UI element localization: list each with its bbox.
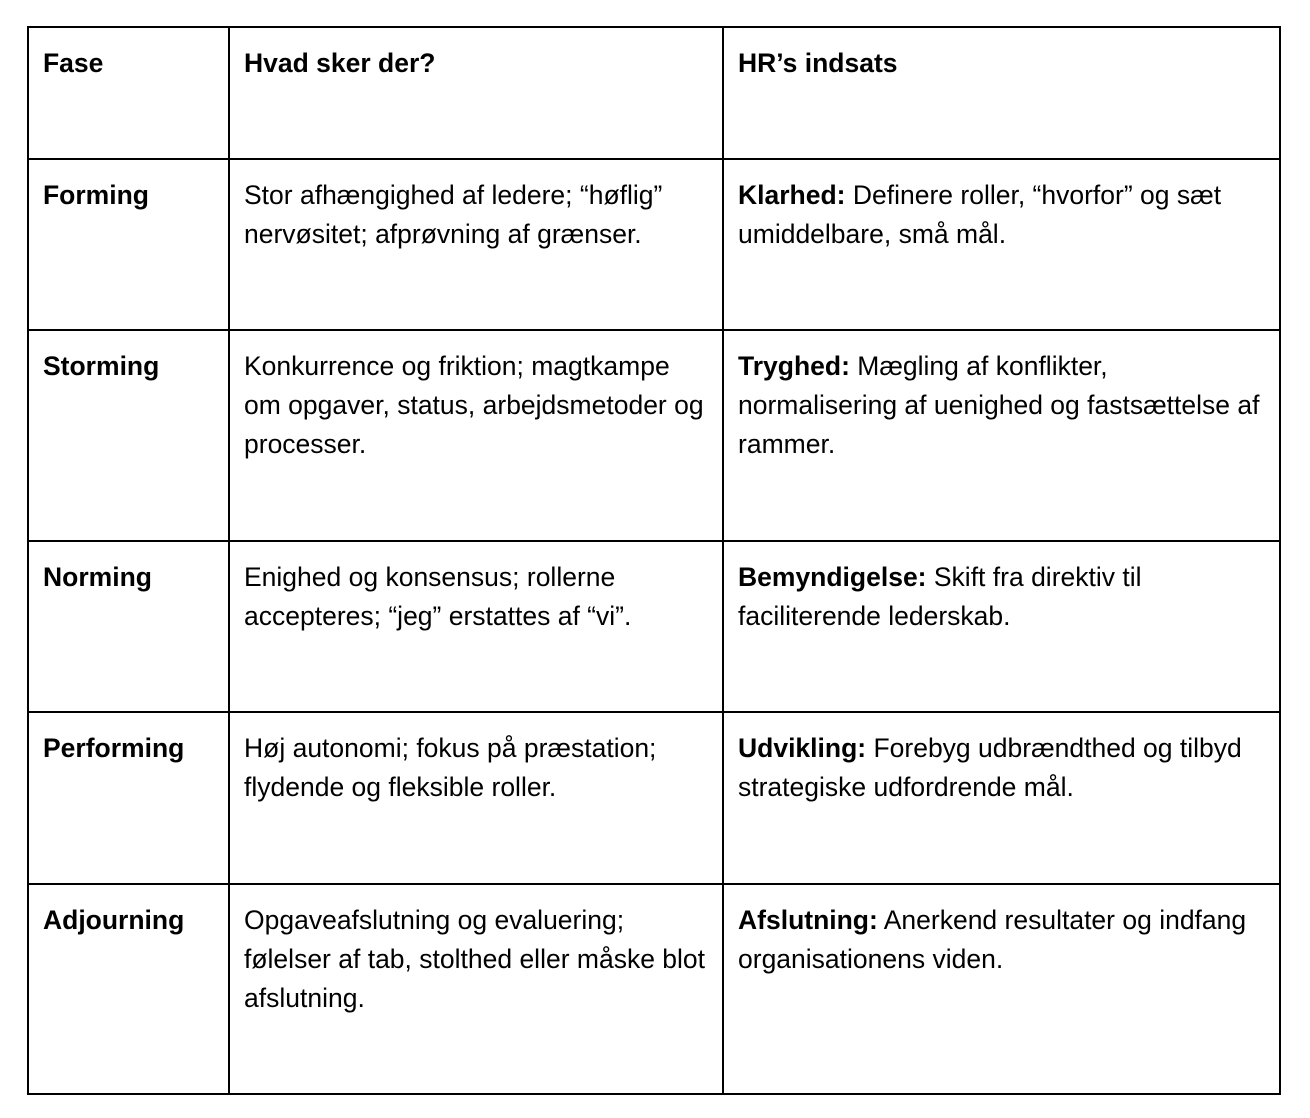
hr-effort-cell [723,712,1280,884]
table-row [28,159,1280,330]
phase-cell: Storming [28,330,229,541]
hr-effort-text: Mægling af konflikter, normalisering af uenighed og fastsættelse af rammer. [738,351,1260,459]
table-row [28,884,1280,1094]
team-phase-table [27,26,1281,1095]
hr-effort-cell [723,330,1280,541]
hr-effort-label: Klarhed: [738,180,846,210]
phase-cell: Performing [28,712,229,884]
hr-effort-label: Udvikling: [738,733,867,763]
hr-effort-label: Afslutning: [738,905,878,935]
hr-effort-text: Forebyg udbrændthed og tilbyd strategiske udfordrende mål. [738,733,1242,802]
phase-cell: Norming [28,541,229,712]
phase-cell: Forming [28,159,229,330]
hr-effort-cell [723,541,1280,712]
hr-effort-label: Tryghed: [738,351,850,381]
header-row [28,27,1280,159]
hr-effort-text: Anerkend resultater og indfang organisationens viden. [738,905,1247,974]
header-hr-effort: HR’s indsats [723,27,1280,159]
what-happens-cell: Opgaveafslutning og evaluering; følelser af tab, stolthed eller måske blot afslutning. [229,884,723,1094]
hr-effort-cell [723,884,1280,1094]
table-row [28,712,1280,884]
phase-cell: Adjourning [28,884,229,1094]
hr-effort-cell [723,159,1280,330]
header-phase: Fase [28,27,229,159]
what-happens-cell: Enighed og konsensus; rollerne accepteres; “jeg” erstattes af “vi”. [229,541,723,712]
table-row [28,541,1280,712]
what-happens-cell: Høj autonomi; fokus på præstation; flydende og fleksible roller. [229,712,723,884]
what-happens-cell: Stor afhængighed af ledere; “høflig” nervøsitet; afprøvning af grænser. [229,159,723,330]
hr-effort-text: Definere roller, “hvorfor” og sæt umiddelbare, små mål. [738,180,1222,249]
hr-effort-text: Skift fra direktiv til faciliterende lederskab. [738,562,1142,631]
header-what-happens: Hvad sker der? [229,27,723,159]
hr-effort-label: Bemyndigelse: [738,562,927,592]
what-happens-cell: Konkurrence og friktion; magtkampe om opgaver, status, arbejdsmetoder og processer. [229,330,723,541]
table-row [28,330,1280,541]
